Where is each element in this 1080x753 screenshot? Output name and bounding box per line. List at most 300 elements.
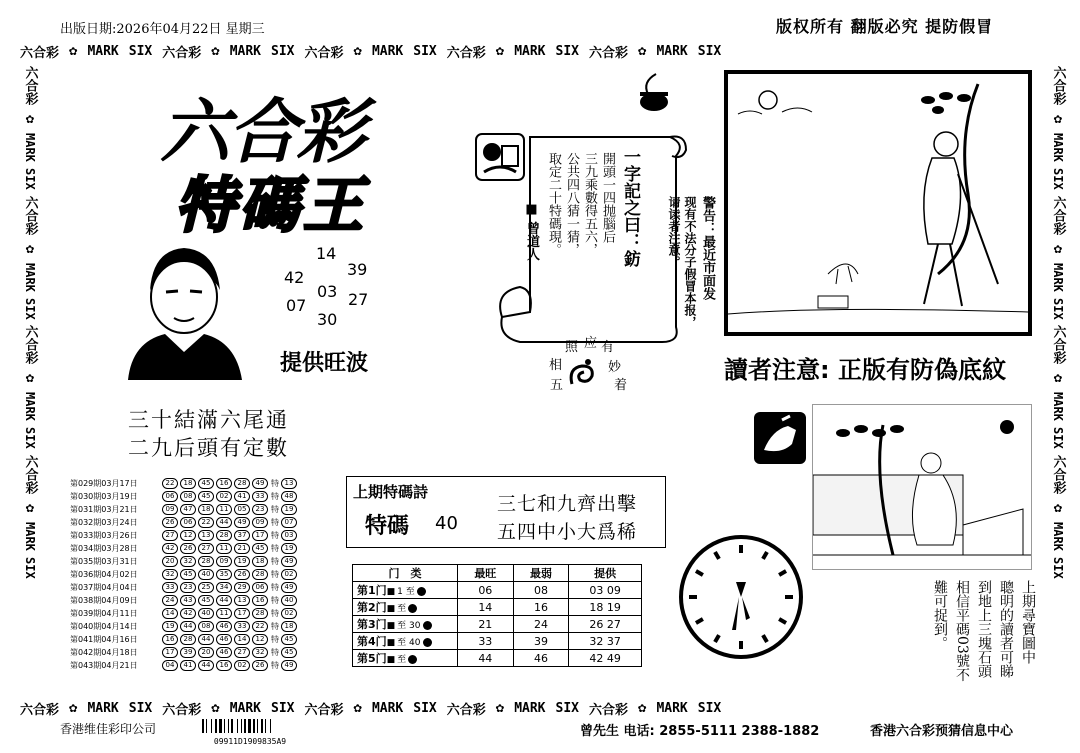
brand-logo-text: 六合彩 xyxy=(304,702,344,718)
history-number: 41 xyxy=(234,491,250,502)
history-number: 19 xyxy=(234,556,250,567)
square-icon: ■ xyxy=(386,655,396,665)
warning-text: 现有不法分子假冒本报， xyxy=(683,196,697,328)
flower-icon: ✿ xyxy=(638,700,647,716)
history-number: 06 xyxy=(252,582,268,593)
mark-text: MARK xyxy=(656,700,688,716)
history-row xyxy=(70,555,310,568)
history-number: 13 xyxy=(234,595,250,606)
flower-icon: ✿ xyxy=(495,700,505,716)
history-number: 33 xyxy=(252,491,268,502)
history-number: 12 xyxy=(252,634,268,645)
history-number: 41 xyxy=(180,660,196,671)
history-period: 第036期04月02日 xyxy=(70,570,138,579)
history-row xyxy=(70,646,310,659)
history-number: 45 xyxy=(252,543,268,554)
flower-icon: ✿ xyxy=(25,111,35,127)
history-te-label: 特 xyxy=(271,518,279,527)
flower-icon: ✿ xyxy=(211,700,220,716)
history-number: 25 xyxy=(198,582,214,593)
mark-text: MARK xyxy=(23,133,37,162)
history-number: 16 xyxy=(216,478,232,489)
history-number: 26 xyxy=(180,543,196,554)
history-period: 第039期04月11日 xyxy=(70,609,138,618)
history-number: 45 xyxy=(198,491,214,502)
history-te-label: 特 xyxy=(271,492,279,501)
history-number: 22 xyxy=(252,621,268,632)
history-te-label: 特 xyxy=(271,557,279,566)
gate-row xyxy=(353,616,642,633)
history-number: 14 xyxy=(234,634,250,645)
history-number: 16 xyxy=(252,595,268,606)
history-number: 45 xyxy=(198,478,214,489)
scroll-line: 三九乘數得五六， xyxy=(582,152,597,256)
tip-number: 14 xyxy=(316,244,337,263)
history-te-number: 40 xyxy=(281,595,297,606)
six-text: SIX xyxy=(271,700,295,716)
history-number: 45 xyxy=(180,569,196,580)
history-period: 第042期04月18日 xyxy=(70,648,138,657)
right-border-strip xyxy=(1046,66,1070,691)
history-number: 33 xyxy=(162,582,178,593)
history-number: 27 xyxy=(198,543,214,554)
riddle-line: 相信平碼03號不 xyxy=(954,580,970,682)
gate-hi-cell: 21 xyxy=(458,616,514,633)
flower-icon: ✿ xyxy=(638,43,647,59)
brand-logo-text: 六合彩 xyxy=(162,702,202,718)
publish-date: 出版日期:2026年04月22日 星期三 xyxy=(60,22,265,37)
history-row xyxy=(70,620,310,633)
history-number: 39 xyxy=(180,647,196,658)
mark-text: MARK xyxy=(514,43,546,59)
tip-number: 07 xyxy=(286,296,307,315)
mark-text: MARK xyxy=(87,700,119,716)
history-number: 29 xyxy=(234,582,250,593)
tip-number: 30 xyxy=(317,310,338,329)
history-number: 14 xyxy=(162,608,178,619)
six-text: SIX xyxy=(697,43,722,59)
gate-name: 第2门 xyxy=(357,601,387,614)
history-number: 44 xyxy=(198,660,214,671)
history-te-label: 特 xyxy=(271,505,279,514)
history-number: 11 xyxy=(216,543,232,554)
last-poem-title: 上期特碼詩 xyxy=(353,483,429,501)
sub-title: 特碼王 xyxy=(175,171,367,241)
mark-text: MARK xyxy=(371,43,404,59)
history-number: 08 xyxy=(198,621,214,632)
flower-icon: ✿ xyxy=(69,700,78,716)
history-row xyxy=(70,633,310,646)
gate-lo-cell: 39 xyxy=(513,633,569,650)
main-title: 六合彩 xyxy=(160,90,364,173)
six-text: SIX xyxy=(128,43,153,59)
six-text: SIX xyxy=(413,700,437,716)
scroll-title: 一字記之曰：鈁 xyxy=(620,148,640,267)
history-number: 20 xyxy=(162,556,178,567)
mark-text: MARK xyxy=(23,392,37,422)
barcode-text: 09911D1909835A9 xyxy=(213,737,287,746)
history-te-number: 19 xyxy=(281,543,297,554)
gate-row xyxy=(353,582,642,599)
history-number: 16 xyxy=(216,660,232,671)
gate-lo-cell: 46 xyxy=(513,650,569,667)
history-row xyxy=(70,477,310,490)
history-row xyxy=(70,503,310,516)
history-number: 28 xyxy=(216,530,232,541)
history-number: 16 xyxy=(162,634,178,645)
hint-line: 二九后頭有定數 xyxy=(128,436,289,460)
flower-icon: ✿ xyxy=(1053,499,1063,516)
history-number: 33 xyxy=(234,621,250,632)
gate-header: 提供 xyxy=(569,565,642,582)
history-te-number: 07 xyxy=(281,517,297,528)
history-number: 46 xyxy=(216,634,232,645)
warning-text: 警告：最近市面发 xyxy=(700,196,715,300)
six-text: SIX xyxy=(413,43,437,59)
history-number: 19 xyxy=(162,621,178,632)
history-number: 18 xyxy=(252,556,268,567)
history-te-number: 02 xyxy=(281,608,297,619)
history-te-label: 特 xyxy=(271,479,279,488)
history-number: 32 xyxy=(180,556,196,567)
gate-name: 第1门 xyxy=(357,584,387,597)
history-row xyxy=(70,542,310,555)
gate-table xyxy=(352,564,642,667)
flower-icon: ✿ xyxy=(25,370,35,387)
dot-icon xyxy=(417,587,426,596)
mark-text: MARK xyxy=(229,43,262,59)
brand-logo-text: 六合彩 xyxy=(22,325,38,365)
history-number: 26 xyxy=(162,517,178,528)
history-te-number: 13 xyxy=(281,478,297,489)
history-table xyxy=(70,477,310,672)
flower-icon: ✿ xyxy=(353,43,362,59)
history-number: 20 xyxy=(198,647,214,658)
top-border-strip xyxy=(20,40,1060,62)
gate-cell xyxy=(353,633,458,650)
mark-text: MARK xyxy=(1051,392,1065,422)
six-text: SIX xyxy=(555,43,579,59)
zhao-char: 着 xyxy=(614,378,628,393)
brand-logo-text: 六合彩 xyxy=(20,702,60,718)
square-icon: ■ xyxy=(386,621,396,631)
history-te-label: 特 xyxy=(271,609,279,618)
flower-icon: ✿ xyxy=(69,43,78,59)
hand-pointing-icon xyxy=(752,410,808,466)
mark-text: MARK xyxy=(514,700,546,716)
history-number: 09 xyxy=(162,504,178,515)
six-text: SIX xyxy=(697,700,722,716)
history-row xyxy=(70,490,310,503)
riddle-line: 到地上三塊石頭 xyxy=(976,580,992,678)
history-te-label: 特 xyxy=(271,635,279,644)
gate-name: 第4门 xyxy=(357,635,387,648)
last-poem-label: 特碼 xyxy=(365,514,410,539)
mark-text: MARK xyxy=(1051,133,1065,162)
history-te-number: 49 xyxy=(281,660,297,671)
brand-logo-text: 六合彩 xyxy=(22,454,38,494)
last-poem-box xyxy=(346,476,666,548)
history-te-number: 19 xyxy=(281,504,297,515)
history-number: 06 xyxy=(180,517,196,528)
gate-range: 至 30 xyxy=(397,621,421,631)
tip-number: 03 xyxy=(317,282,338,301)
history-row xyxy=(70,659,310,672)
history-te-label: 特 xyxy=(271,648,279,657)
six-text: SIX xyxy=(1051,556,1065,579)
brand-logo-text: 六合彩 xyxy=(1050,454,1066,494)
history-period: 第035期03月31日 xyxy=(70,557,138,566)
gate-cell xyxy=(353,599,458,616)
gate-header: 最弱 xyxy=(513,565,569,582)
last-poem-line: 五四中小大爲稀 xyxy=(497,521,638,543)
mark-text: MARK xyxy=(229,700,262,716)
history-te-label: 特 xyxy=(271,570,279,579)
warning-text: 请读者注意。 xyxy=(667,196,681,268)
scroll-author: ■ 曾道人 xyxy=(524,202,539,261)
history-number: 11 xyxy=(216,608,232,619)
brand-logo-text: 六合彩 xyxy=(162,45,202,61)
history-period: 第043期04月21日 xyxy=(70,661,138,670)
history-number: 28 xyxy=(252,608,268,619)
mark-text: MARK xyxy=(1051,262,1065,292)
history-number: 22 xyxy=(162,478,178,489)
history-number: 22 xyxy=(198,517,214,528)
history-number: 40 xyxy=(198,569,214,580)
gate-lo-cell: 16 xyxy=(513,599,569,616)
history-number: 06 xyxy=(162,491,178,502)
history-te-number: 02 xyxy=(281,569,297,580)
history-number: 08 xyxy=(180,491,196,502)
history-number: 12 xyxy=(180,530,196,541)
gate-header: 门 类 xyxy=(353,565,458,582)
mark-text: MARK xyxy=(656,43,688,59)
brand-logo-text: 六合彩 xyxy=(589,45,629,61)
riddle-line: 難可捉到。 xyxy=(932,580,948,650)
riddle-block xyxy=(930,580,1038,692)
gate-pick-cell: 18 19 xyxy=(569,599,642,616)
history-te-label: 特 xyxy=(271,661,279,670)
history-number: 37 xyxy=(234,530,250,541)
zhao-char: 五 xyxy=(550,378,564,393)
flower-icon: ✿ xyxy=(1053,240,1063,257)
history-period: 第031期03月21日 xyxy=(70,505,138,514)
zhao-char: 有 xyxy=(601,340,615,355)
history-row xyxy=(70,568,310,581)
history-number: 28 xyxy=(180,634,196,645)
history-number: 23 xyxy=(180,582,196,593)
history-number: 49 xyxy=(234,517,250,528)
history-number: 17 xyxy=(252,530,268,541)
dragon-icon xyxy=(566,356,600,390)
history-number: 42 xyxy=(162,543,178,554)
gate-header: 最旺 xyxy=(458,565,514,582)
history-te-number: 03 xyxy=(281,530,297,541)
gate-range: 至 40 xyxy=(397,638,421,648)
zhao-char: 照 xyxy=(565,340,579,355)
history-number: 35 xyxy=(216,569,232,580)
second-illustration xyxy=(812,404,1032,570)
history-number: 18 xyxy=(198,504,214,515)
gate-hi-cell: 06 xyxy=(458,582,514,599)
gate-hi-cell: 33 xyxy=(458,633,514,650)
six-text: SIX xyxy=(23,297,37,320)
history-number: 47 xyxy=(180,504,196,515)
gate-lo-cell: 08 xyxy=(513,582,569,599)
gate-hi-cell: 14 xyxy=(458,599,514,616)
history-number: 09 xyxy=(216,556,232,567)
history-number: 28 xyxy=(234,478,250,489)
history-number: 13 xyxy=(198,530,214,541)
history-te-number: 45 xyxy=(281,634,297,645)
six-text: SIX xyxy=(1051,297,1065,320)
six-text: SIX xyxy=(128,700,153,716)
gate-cell xyxy=(353,616,458,633)
history-number: 44 xyxy=(198,634,214,645)
history-te-number: 45 xyxy=(281,647,297,658)
history-number: 32 xyxy=(162,569,178,580)
history-number: 02 xyxy=(216,491,232,502)
history-number: 44 xyxy=(180,621,196,632)
flower-icon: ✿ xyxy=(211,43,220,59)
barcode xyxy=(200,718,300,744)
history-number: 04 xyxy=(162,660,178,671)
history-number: 28 xyxy=(198,556,214,567)
dot-icon xyxy=(423,621,432,630)
history-row xyxy=(70,581,310,594)
gate-row xyxy=(353,633,642,650)
gate-pick-cell: 26 27 xyxy=(569,616,642,633)
history-te-label: 特 xyxy=(271,583,279,592)
square-icon: ■ xyxy=(386,587,396,597)
gate-cell xyxy=(353,650,458,667)
history-number: 44 xyxy=(216,595,232,606)
dot-icon xyxy=(408,604,417,613)
left-border-strip xyxy=(18,66,42,691)
history-number: 44 xyxy=(216,517,232,528)
printer-name: 香港维佳彩印公司 xyxy=(60,722,157,736)
history-row xyxy=(70,594,310,607)
copyright-notice: 版权所有 翻版必究 提防假冒 xyxy=(776,17,994,36)
history-number: 28 xyxy=(252,569,268,580)
gate-table-wrapper xyxy=(352,564,642,667)
brand-logo-text: 六合彩 xyxy=(1050,66,1066,105)
riddle-line: 上期尋寶圖中 xyxy=(1020,580,1036,664)
history-te-label: 特 xyxy=(271,596,279,605)
square-icon: ■ xyxy=(386,638,396,648)
square-icon: ■ xyxy=(386,604,396,614)
flower-icon: ✿ xyxy=(25,240,35,257)
brand-logo-text: 六合彩 xyxy=(589,702,629,718)
gate-range: 至 xyxy=(397,655,407,665)
gate-row xyxy=(353,599,642,616)
gate-lo-cell: 24 xyxy=(513,616,569,633)
history-number: 42 xyxy=(180,608,196,619)
history-number: 46 xyxy=(216,647,232,658)
history-period: 第034期03月28日 xyxy=(70,544,138,553)
history-number: 26 xyxy=(234,569,250,580)
hint-line: 三十結滿六尾通 xyxy=(128,408,289,432)
gate-cell xyxy=(353,582,458,599)
provider-label: 提供旺波 xyxy=(280,351,369,376)
history-te-number: 18 xyxy=(281,621,297,632)
history-period: 第033期03月26日 xyxy=(70,531,138,540)
history-period: 第030期03月19日 xyxy=(70,492,138,501)
zhao-char: 相 xyxy=(549,358,563,373)
six-text: SIX xyxy=(271,43,295,59)
history-number: 27 xyxy=(162,530,178,541)
brand-logo-text: 六合彩 xyxy=(1050,195,1066,235)
illustration-frame xyxy=(724,70,1032,336)
flower-icon: ✿ xyxy=(1053,370,1063,387)
tip-number: 42 xyxy=(284,268,305,287)
history-period: 第040期04月14日 xyxy=(70,622,138,631)
zhao-char: 妙 xyxy=(608,360,622,375)
zhao-char: 应 xyxy=(584,336,598,351)
six-text: SIX xyxy=(23,427,37,449)
history-period: 第029期03月17日 xyxy=(70,479,138,488)
bottom-border-strip xyxy=(20,697,1020,719)
dot-icon xyxy=(408,655,417,664)
mark-text: MARK xyxy=(371,700,404,716)
history-period: 第038期04月09日 xyxy=(70,596,138,605)
flower-icon: ✿ xyxy=(353,700,362,716)
history-number: 17 xyxy=(234,608,250,619)
history-row xyxy=(70,607,310,620)
contact-info: 曾先生 电话: 2855-5111 2388-1882 xyxy=(580,724,820,739)
brand-logo-text: 六合彩 xyxy=(22,195,38,235)
history-te-label: 特 xyxy=(271,622,279,631)
history-period: 第037期04月04日 xyxy=(70,583,138,592)
scroll-line: 開頭一四抛腦后 xyxy=(600,152,615,243)
mark-text: MARK xyxy=(87,43,119,59)
brand-logo-text: 六合彩 xyxy=(446,45,486,61)
history-number: 43 xyxy=(180,595,196,606)
flower-icon: ✿ xyxy=(1053,111,1063,127)
history-number: 02 xyxy=(234,660,250,671)
gate-range: 1 至 xyxy=(397,587,415,597)
mark-text: MARK xyxy=(23,521,37,551)
history-number: 24 xyxy=(162,595,178,606)
gate-name: 第3门 xyxy=(357,618,387,631)
scroll-line: 公共四八猜一猜， xyxy=(564,152,579,256)
tip-number: 27 xyxy=(348,290,369,309)
pot-icon xyxy=(636,72,672,112)
mark-text: MARK xyxy=(1051,521,1065,551)
history-te-number: 49 xyxy=(281,582,297,593)
gate-hi-cell: 44 xyxy=(458,650,514,667)
history-period: 第041期04月16日 xyxy=(70,635,138,644)
dot-icon xyxy=(423,638,432,647)
last-poem-line: 三七和九齊出擊 xyxy=(497,493,638,515)
tip-number: 39 xyxy=(347,260,368,279)
brand-logo-text: 六合彩 xyxy=(446,702,486,718)
history-number: 26 xyxy=(252,660,268,671)
mark-text: MARK xyxy=(23,262,37,292)
scroll-line: 取定二十特碼現。 xyxy=(546,152,561,256)
history-te-label: 特 xyxy=(271,544,279,553)
six-text: SIX xyxy=(1051,167,1065,190)
cartoon-icon xyxy=(474,132,526,182)
history-number: 27 xyxy=(234,647,250,658)
history-te-label: 特 xyxy=(271,531,279,540)
last-poem-number: 40 xyxy=(435,513,458,534)
reader-notice: 讀者注意: 正版有防偽底紋 xyxy=(724,356,1006,384)
flower-icon: ✿ xyxy=(25,499,35,516)
history-number: 34 xyxy=(216,582,232,593)
history-te-number: 48 xyxy=(281,491,297,502)
history-period: 第032期03月24日 xyxy=(70,518,138,527)
